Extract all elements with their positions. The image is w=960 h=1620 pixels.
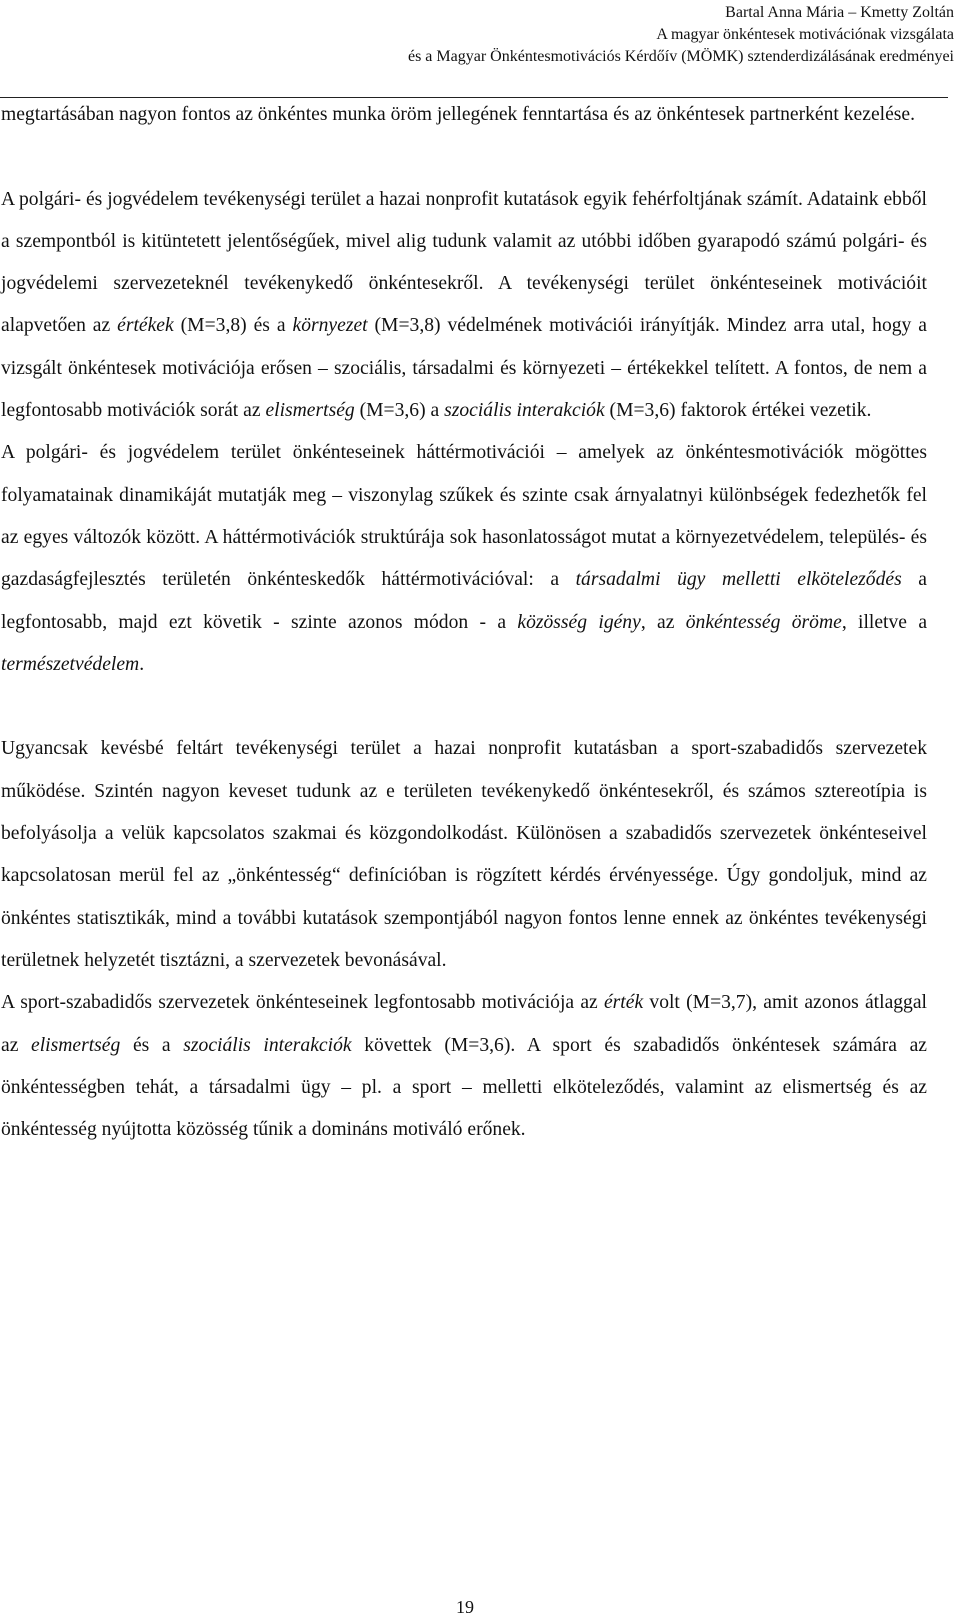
paragraph-4 <box>1 728 927 982</box>
italic-term: önkéntesség öröme <box>685 611 842 633</box>
text-run: (M=3,8) és a <box>173 315 293 337</box>
text-run: A polgári- és jogvédelem tevékenységi terület a hazai nonprofit kutatások egyik fehérfoltjának számít. Adataink ebből a szempontból is kitüntetett jelentőségűek, mivel alig tudunk valamit az utóbbi időben gyarapodó számú polgári- és jogvédelemi szervezeteknél tevékenykedő önkéntesekről. A tevékenységi terület önkénteseinek motivációit alapvetően az <box>1 188 927 337</box>
text-run: A sport-szabadidős szervezetek önkénteseinek legfontosabb motivációja az <box>1 992 604 1014</box>
italic-term: elismertség <box>31 1034 121 1056</box>
italic-term: közösség igény <box>517 611 641 633</box>
italic-term: környezet <box>292 315 368 337</box>
paragraph-3 <box>1 432 927 686</box>
text-run: volt (M=3,7), amit azonos átlaggal az <box>1 992 927 1056</box>
text-run: (M=3,8) védelmének motivációi irányítják. Mindez arra utal, hogy a vizsgált önkéntesek motivációja erősen – szociális, társadalmi és környezeti – értékekkel telített. A fontos, de nem a legfontosabb motivációk sorát az <box>1 315 927 422</box>
page-number: 19 <box>456 1597 474 1617</box>
italic-term: természetvédelem <box>1 653 140 675</box>
text-run: Ugyancsak kevésbé feltárt tevékenységi terület a hazai nonprofit kutatásban a sport-szabadidős szervezetek működése. Szintén nagyon keveset tudunk az e területen tevékenykedő önkéntesekről, és számos sztereotípia is befolyásolja a velük kapcsolatos szakmai és közgondolkodást. Különösen a szabadidős szervezetek önkénteseivel kapcsolatosan merül fel az „önkéntesség“ definícióban is rögzített kérdés érvényessége. Úgy gondoljuk, mind az önkéntes statisztikák, mind a további kutatások szempontjából nagyon fontos lenne ennek az önkéntes tevékenységi területnek helyzetét tisztázni, a szervezetek bevonásával. <box>1 738 927 971</box>
paragraph-5 <box>1 982 927 1151</box>
text-run: követtek (M=3,6). A sport és szabadidős önkéntesek számára az önkéntességben tehát, a társadalmi ügy – pl. a sport – melletti elköteleződés, valamint az elismertség és az önkéntesség nyújtotta közösség tűnik a domináns motiváló erőnek. <box>1 1034 928 1141</box>
text-run: . <box>139 653 145 675</box>
body-text <box>1 94 927 1151</box>
text-run: a legfontosabb, majd ezt követik - szinte azonos módon - a <box>1 569 927 633</box>
text-run: , az <box>640 611 686 633</box>
italic-term: szociális interakciók <box>183 1034 352 1056</box>
paragraph-2 <box>1 179 927 433</box>
text-run: A polgári- és jogvédelem terület önkénteseinek háttérmotivációi – amelyek az önkéntesmotivációk mögöttes folyamatainak dinamikáját mutatják meg – viszonylag szűkek és szinte csak árnyalatnyi különbségek fedezhetők fel az egyes változók között. A háttérmotivációk struktúrája sok hasonlatosságot mutat a környezetvédelem, település- és gazdaságfejlesztés területén önkénteskedők háttérmotivációval: a <box>1 442 927 591</box>
header-title-line-2: és a Magyar Önkéntesmotivációs Kérdőív (MÖMK) sztenderdizálásának eredményei <box>407 48 954 65</box>
text-run: , illetve a <box>841 611 928 633</box>
header-authors: Bartal Anna Mária – Kmetty Zoltán <box>725 4 954 21</box>
text-run: (M=3,6) a <box>354 400 445 422</box>
text-run: (M=3,6) faktorok értékei vezetik. <box>604 400 872 422</box>
italic-term: társadalmi ügy melletti elköteleződés <box>575 569 902 591</box>
running-header <box>24 2 954 68</box>
text-run: megtartásában nagyon fontos az önkéntes munka öröm jellegének fenntartása és az önkéntesek partnerként kezelése. <box>1 104 915 125</box>
text-run: és a <box>120 1034 184 1056</box>
italic-term: érték <box>603 992 644 1014</box>
header-title-line-1: A magyar önkéntesek motivációnak vizsgálata <box>656 26 954 43</box>
paragraph-1 <box>1 94 927 136</box>
italic-term: elismertség <box>265 400 355 422</box>
italic-term: szociális interakciók <box>444 400 605 422</box>
italic-term: értékek <box>117 315 174 337</box>
